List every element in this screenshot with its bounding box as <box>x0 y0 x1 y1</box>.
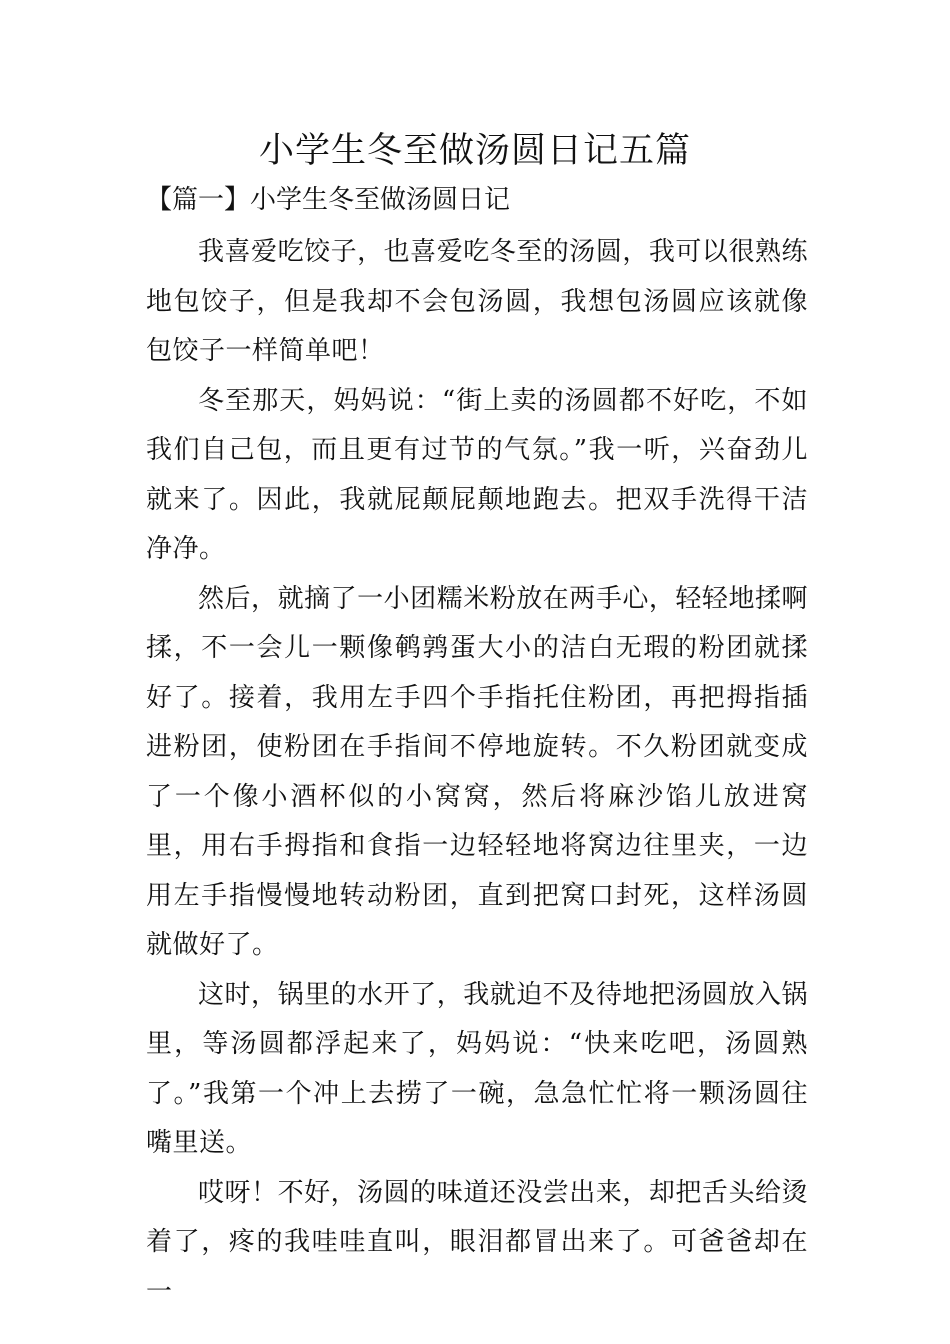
document-title: 小学生冬至做汤圆日记五篇 <box>258 131 691 171</box>
paragraph: 哎呀！不好，汤圆的味道还没尝出来，却把舌头给烫着了，疼的我哇哇直叫，眼泪都冒出来了。可爸爸却在一 <box>146 1177 808 1307</box>
paragraph: 冬至那天，妈妈说：“街上卖的汤圆都不好吃，不如我们自己包，而且更有过节的气氛。”我一听，兴奋劲儿就来了。因此，我就屁颠屁颠地跑去。把双手洗得干洁净净。 <box>146 385 808 564</box>
paragraph: 然后，就摘了一小团糯米粉放在两手心，轻轻地揉啊揉，不一会儿一颗像鹌鹑蛋大小的洁白无瑕的粉团就揉好了。接着，我用左手四个手指托住粉团，再把拇指插进粉团，使粉团在手指间不停地旋转。不久粉团就变成了一个像小酒杯似的小窝窝，然后将麻沙馅儿放进窝里，用右手拇指和食指一边轻轻地将窝边往里夹，一边用左手指慢慢地转动粉团，直到把窝口封死，这样汤圆就做好了。 <box>146 583 808 960</box>
section-heading: 【篇一】小学生冬至做汤圆日记 <box>146 185 511 215</box>
paragraph: 这时，锅里的水开了，我就迫不及待地把汤圆放入锅里，等汤圆都浮起来了，妈妈说：“快来吃吧，汤圆熟了。”我第一个冲上去捞了一碗，急急忙忙将一颗汤圆往嘴里送。 <box>146 979 808 1158</box>
body-text <box>146 228 808 1317</box>
paragraph: 我喜爱吃饺子，也喜爱吃冬至的汤圆，我可以很熟练地包饺子，但是我却不会包汤圆，我想包汤圆应该就像包饺子一样简单吧！ <box>146 237 808 366</box>
